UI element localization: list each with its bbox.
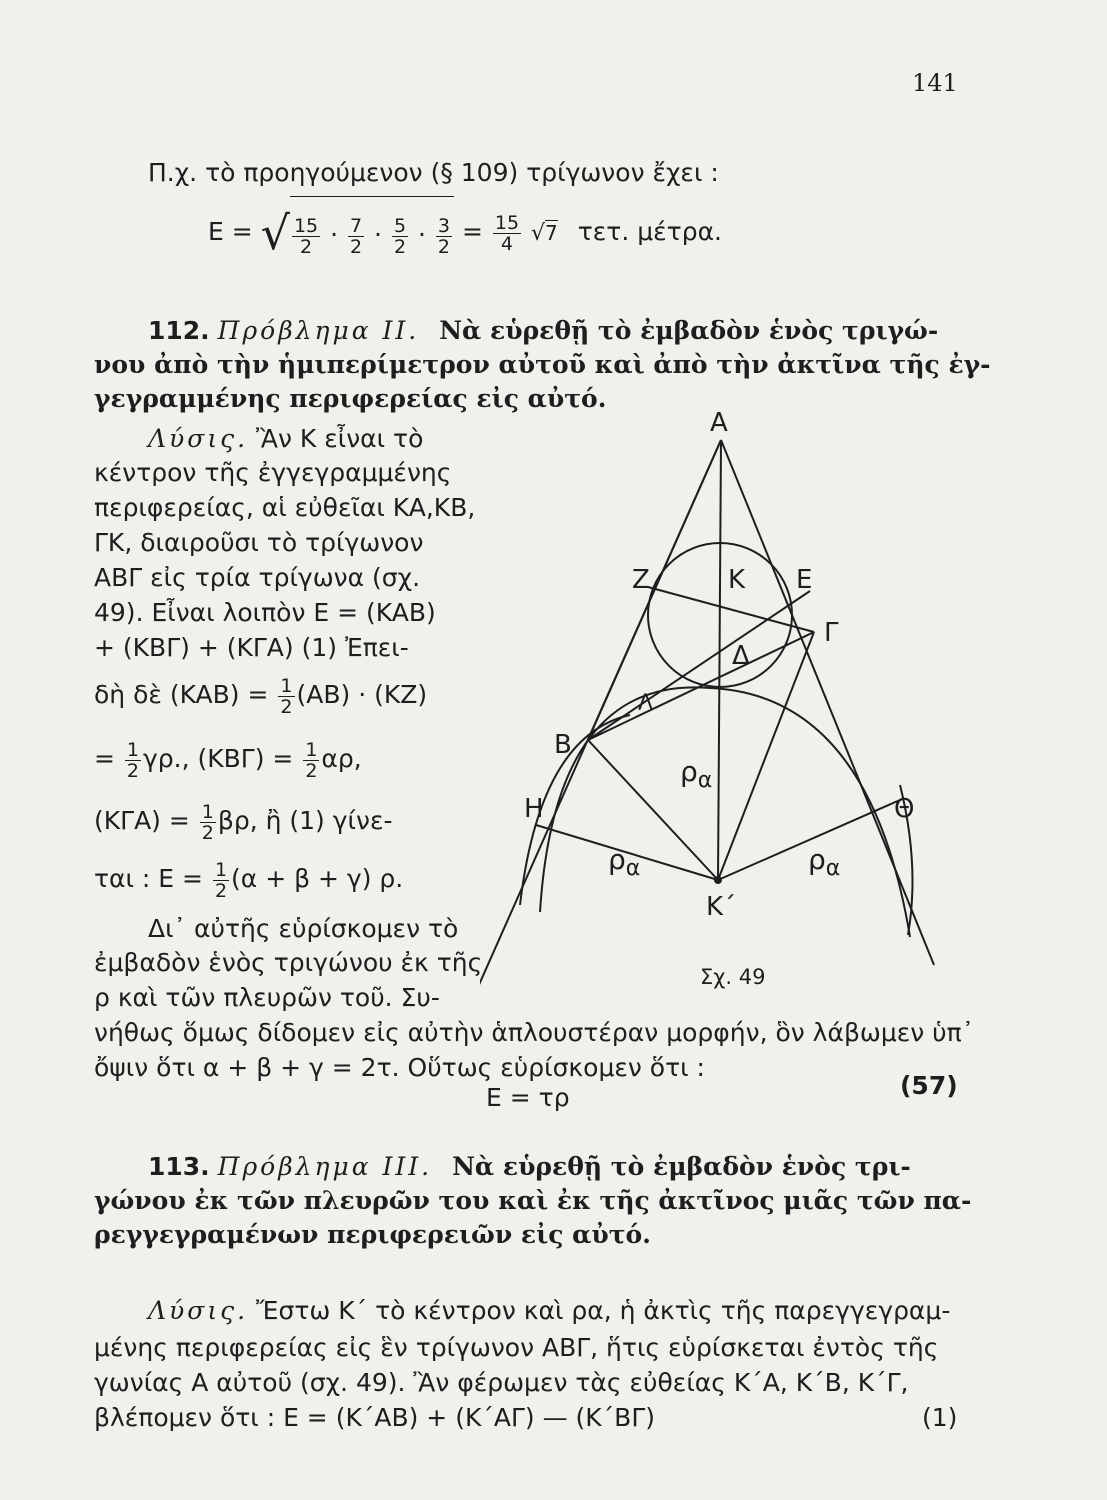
solution-line: Λύσις. Ἔστω K΄ τὸ κέντρον καὶ ρα, ἡ ἀκτὶς τῆς παρεγγεγραμ- <box>148 1296 951 1325</box>
fraction: $\frac{7}{2}$ <box>350 214 363 258</box>
label-radius: $\rho_\alpha$ <box>608 843 641 881</box>
solution-line: ὄψιν ὅτι α + β + γ = 2τ. Οὕτως εὑρίσκομεν ὅτι : <box>94 1053 705 1082</box>
problem-title: Νὰ εὑρεθῇ τὸ ἐμβαδὸν ἑνὸς τριγώ- <box>439 316 939 345</box>
dot: · <box>374 220 382 249</box>
label-e: E <box>796 565 813 595</box>
solution-line: κέντρον τῆς ἐγγεγραμμένης <box>94 458 452 487</box>
problem-title-line: γώνου ἐκ τῶν πλευρῶν του καὶ ἐκ τῆς ἀκτῖνος μιᾶς τῶν πα- <box>94 1186 972 1215</box>
problem-title-line: νου ἀπὸ τὴν ἡμιπερίμετρον αὐτοῦ καὶ ἀπὸ τὴν ἀκτῖνα τῆς ἐγ- <box>94 350 991 379</box>
page-number: 141 <box>912 69 958 97</box>
fraction: $\frac{5}{2}$ <box>393 214 407 258</box>
label-h: H <box>524 794 544 824</box>
sqrt-body <box>290 196 454 270</box>
problem-number: 113. <box>148 1152 210 1181</box>
solution-line: ΓK, διαιροῦσι τὸ τρίγωνον <box>94 528 424 557</box>
problem-label: Πρόβλημα III. <box>217 1152 433 1181</box>
solution-line: Δι᾽ αὐτῆς εὑρίσκομεν τὸ <box>148 914 459 943</box>
solution-line: ΑΒΓ εἰς τρία τρίγωνα (σχ. <box>94 563 421 592</box>
equation-line: ται : E = $\frac{1}{2}$ (α + β + γ) ρ. <box>94 858 404 902</box>
label-a: A <box>710 408 728 438</box>
solution-line: ρ καὶ τῶν πλευρῶν τοῦ. Συ- <box>94 983 440 1012</box>
solution-line: μένης περιφερείας εἰς ἓν τρίγωνον ΑΒΓ, ἥτις εὑρίσκεται ἐντὸς τῆς <box>94 1333 939 1362</box>
solution-line: Λύσις. Ἂν K εἶναι τὸ <box>148 424 424 453</box>
solution-line: βλέπομεν ὅτι : E = (K΄AB) + (K΄AΓ) — (K΄BΓ) <box>94 1403 655 1432</box>
label-gamma: Γ <box>824 618 839 648</box>
result-root: √7 <box>531 221 558 246</box>
problem-113-heading <box>148 1152 911 1182</box>
label-k: K <box>728 565 746 595</box>
line-a-kprime <box>718 440 721 880</box>
equation-number: (57) <box>900 1071 958 1100</box>
dot: · <box>330 220 339 249</box>
problem-title-line: γεγραμμένης περιφερείας εἰς αὐτό. <box>94 384 607 413</box>
solution-label: Λύσις. <box>148 1296 249 1325</box>
solution-line: ἐμβαδὸν ἑνὸς τριγώνου ἐκ τῆς <box>94 948 483 977</box>
label-theta: Θ <box>894 794 915 824</box>
problem-112-heading <box>148 316 938 346</box>
label-radius: $\rho_\alpha$ <box>808 843 841 881</box>
label-delta: Δ <box>732 641 750 671</box>
figure-caption: Σχ. 49 <box>700 965 766 989</box>
solution-line: + (KBΓ) + (KΓA) (1) Ἐπει- <box>94 633 409 662</box>
problem-title-line: ρεγγεγραμένων περιφερειῶν εἰς αὐτό. <box>94 1220 651 1249</box>
equation-line: = $\frac{1}{2}$ γρ., (KBΓ) = $\frac{1}{2}$ αρ, <box>94 738 362 782</box>
fraction: $\frac{3}{2}$ <box>437 214 450 258</box>
label-z: Z <box>632 565 650 595</box>
side-ac <box>721 440 934 965</box>
problem-title: Νὰ εὑρεθῇ τὸ ἐμβαδὸν ἑνὸς τρι- <box>452 1152 911 1181</box>
problem-label: Πρόβλημα II. <box>217 316 420 345</box>
sqrt-sign: √ <box>260 206 290 260</box>
equation-number: (1) <box>922 1403 958 1432</box>
example-intro: Π.χ. τὸ προηγούμενον (§ 109) τρίγωνον ἔχει : <box>148 158 719 187</box>
heron-formula <box>208 196 722 266</box>
formula-lhs: E = <box>208 217 261 246</box>
equals-sign: = <box>461 217 483 246</box>
equation-line: δὴ δὲ (KAB) = $\frac{1}{2}$ (AB) · (KZ) <box>94 674 428 718</box>
solution-label: Λύσις. <box>148 424 249 453</box>
sqrt-bar <box>290 196 454 197</box>
label-lambda: Λ <box>638 691 654 716</box>
side-ab-extension <box>480 440 721 1005</box>
label-radius: $\rho_\alpha$ <box>680 755 713 793</box>
solution-line: νήθως ὅμως δίδομεν εἰς αὐτὴν ἁπλουστέραν μορφήν, ὃν λάβωμεν ὑπ᾽ <box>94 1018 975 1047</box>
dot: · <box>418 220 426 249</box>
equation-line: (KΓA) = $\frac{1}{2}$ βρ, ἢ (1) γίνε- <box>94 800 393 844</box>
label-kprime: K΄ <box>706 892 737 922</box>
side-bc <box>588 632 814 740</box>
solution-line: γωνίας A αὐτοῦ (σχ. 49). Ἂν φέρωμεν τὰς εὐθείας K΄A, K΄B, K΄Γ, <box>94 1368 909 1397</box>
solution-line: 49). Εἶναι λοιπὸν E = (KAB) <box>94 598 436 627</box>
result-fraction: $\frac{15}{4}$ <box>494 211 520 255</box>
final-formula: E = τρ <box>486 1083 570 1112</box>
center-kprime-dot <box>714 876 722 884</box>
label-b: B <box>554 730 572 760</box>
fraction: $\frac{15}{2}$ <box>293 214 319 258</box>
area-unit: τετ. μέτρα. <box>577 217 722 246</box>
problem-number: 112. <box>148 316 210 345</box>
figure-49 <box>480 405 940 1005</box>
solution-line: περιφερείας, αἱ εὐθεῖαι KA,KB, <box>94 493 476 522</box>
